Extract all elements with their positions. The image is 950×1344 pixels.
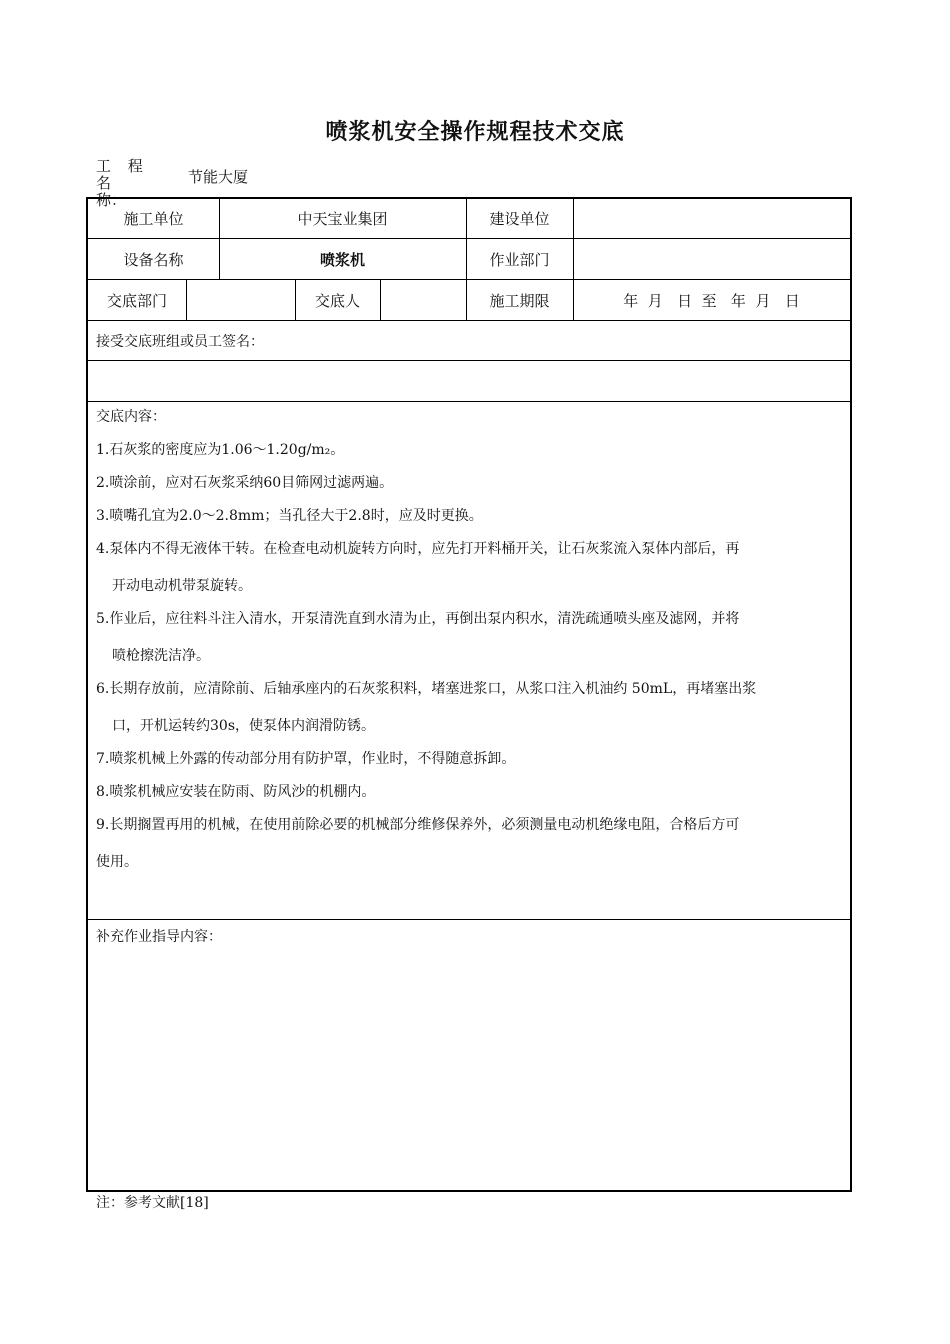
content-item-2: 2.喷涂前，应对石灰浆采纳60目筛网过滤两遍。 xyxy=(96,475,394,491)
content-item-1: 1.石灰浆的密度应为1.06～1.20g/m₂。 xyxy=(96,442,345,458)
content-item-5-cont: 喷枪擦洗洁净。 xyxy=(112,648,210,664)
content-item-5: 5.作业后，应往料斗注入清水，开泵清洗直到水清为止，再倒出泵内积水，清洗疏通喷头座及滤网，并将 xyxy=(96,611,740,627)
equipment-name-label: 设备名称 xyxy=(123,250,184,269)
briefing-dept-value xyxy=(186,280,295,320)
content-item-9-cont: 使用。 xyxy=(96,854,138,870)
row-divider xyxy=(88,401,850,402)
project-name-label-line2: 称： xyxy=(96,191,127,209)
content-item-6: 6.长期存放前，应清除前、后轴承座内的石灰浆积料，堵塞进浆口，从浆口注入机油约 50mL，再堵塞出浆 xyxy=(96,681,757,697)
project-name-label-line1: 工 程 名 xyxy=(96,157,149,192)
row-divider xyxy=(88,360,850,361)
briefer-label: 交底人 xyxy=(314,291,360,310)
reference-note: 注：参考文献[18] xyxy=(96,1195,209,1211)
equipment-name-value: 喷浆机 xyxy=(319,250,365,269)
briefing-dept-label: 交底部门 xyxy=(106,291,167,310)
document-title: 喷浆机安全操作规程技术交底 xyxy=(325,120,625,145)
client-unit-value xyxy=(573,199,850,238)
content-item-8: 8.喷浆机械应安装在防雨、防风沙的机棚内。 xyxy=(96,784,376,800)
row-divider xyxy=(88,320,850,321)
content-item-9: 9.长期搁置再用的机械，在使用前除必要的机械部分维修保养外，必须测量电动机绝缘电阻，合格后方可 xyxy=(96,817,740,833)
row-divider xyxy=(88,919,850,920)
content-item-4: 4.泵体内不得无液体干转。在检查电动机旋转方向时，应先打开料桶开关，让石灰浆流入泵体内部后，再 xyxy=(96,541,740,557)
construction-period-label: 施工期限 xyxy=(489,291,550,310)
briefing-form-table xyxy=(86,197,852,1192)
project-name-value: 节能大厦 xyxy=(188,168,249,186)
work-dept-label: 作业部门 xyxy=(489,250,550,269)
work-dept-value xyxy=(573,239,850,279)
construction-unit-label: 施工单位 xyxy=(123,210,184,228)
construction-period-value: 年 月 日 至 年 月 日 xyxy=(623,291,800,310)
construction-unit-value: 中天宝业集团 xyxy=(297,210,388,228)
content-item-3: 3.喷嘴孔宜为2.0～2.8mm；当孔径大于2.8时，应及时更换。 xyxy=(96,508,483,524)
supplement-label: 补充作业指导内容： xyxy=(96,929,222,945)
content-item-4-cont: 开动电动机带泵旋转。 xyxy=(112,578,252,594)
content-item-7: 7.喷浆机械上外露的传动部分用有防护罩，作业时，不得随意拆卸。 xyxy=(96,751,516,767)
briefer-value xyxy=(380,280,466,320)
content-label: 交底内容： xyxy=(96,409,166,425)
signature-label: 接受交底班组或员工签名： xyxy=(96,334,264,350)
client-unit-label: 建设单位 xyxy=(489,210,550,228)
content-item-6-cont: 口，开机运转约30s，使泵体内润滑防锈。 xyxy=(112,718,375,734)
